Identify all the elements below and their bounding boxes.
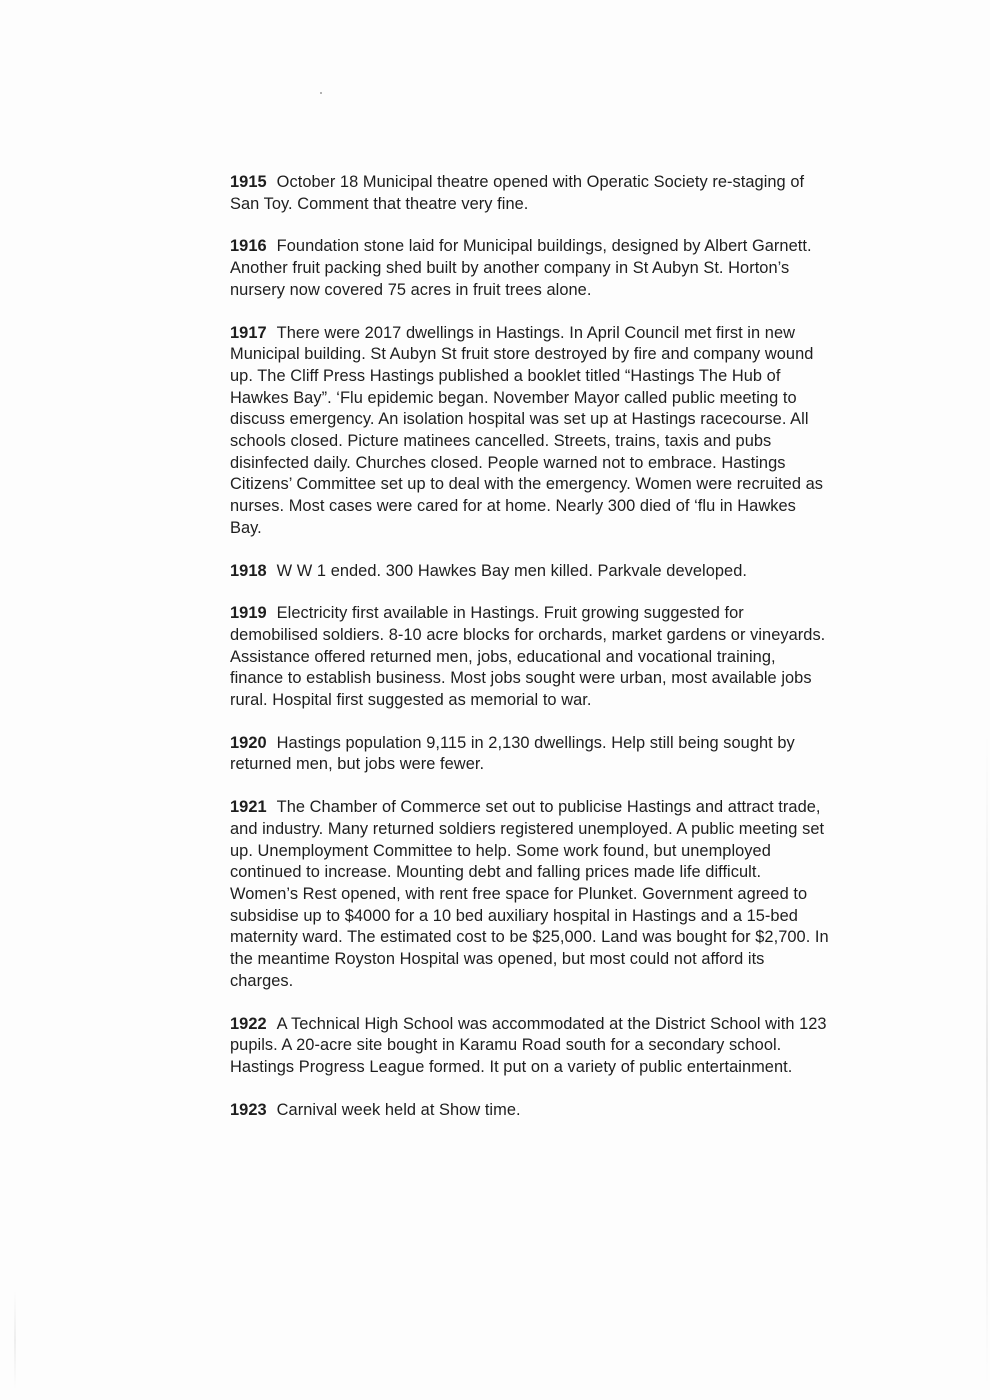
entry-year: 1920	[230, 733, 267, 752]
timeline-entry-1923	[230, 1100, 830, 1122]
entry-text: The Chamber of Commerce set out to publicise Hastings and attract trade, and industry. Many returned soldiers registered unemployed. A public meeting set up. Unemployment Committee to help. Some work found, but unemployed continued to increase. Mounting debt and falling prices made life difficult. Women’s Rest opened, with rent free space for Plunket. Government agreed to subsidise up to $4000 for a 10 bed auxiliary hospital in Hastings and a 15-bed maternity ward. The estimated cost to be $25,000. Land was bought for $2,700. In the meantime Royston Hospital was opened, but most could not afford its charges.	[230, 798, 829, 990]
timeline-entry-1922	[230, 1014, 830, 1079]
entry-text: Carnival week held at Show time.	[276, 1100, 521, 1119]
timeline-entry-1916	[230, 236, 830, 301]
entry-year: 1921	[230, 798, 267, 817]
entry-text: W W 1 ended. 300 Hawkes Bay men killed. Parkvale developed.	[276, 561, 747, 580]
entry-text: A Technical High School was accommodated at the District School with 123 pupils. A 20-acre site bought in Karamu Road south for a secondary school. Hastings Progress League formed. It put on a variety of public entertainment.	[230, 1014, 827, 1076]
entry-year: 1923	[230, 1100, 267, 1119]
entry-text: There were 2017 dwellings in Hastings. In April Council met first in new Municipal building. St Aubyn St fruit store destroyed by fire and company wound up. The Cliff Press Hastings published a booklet titled “Hastings The Hub of Hawkes Bay”. ‘Flu epidemic began. November Mayor called public meeting to discuss emergency. An isolation hospital was set up at Hastings racecourse. All schools closed. Picture matinees cancelled. Streets, trains, taxis and pubs disinfected daily. Churches closed. People warned not to embrace. Hastings Citizens’ Committee set up to deal with the emergency. Women were recruited as nurses. Most cases were cared for at home. Nearly 300 died of ‘flu in Hawkes Bay.	[230, 323, 824, 537]
timeline-entry-1920	[230, 733, 830, 776]
entry-year: 1916	[230, 237, 267, 256]
timeline-entry-1921	[230, 797, 830, 992]
entry-text: Foundation stone laid for Municipal buildings, designed by Albert Garnett. Another fruit packing shed built by another company in St Aubyn St. Horton’s nursery now covered 75 acres in fruit trees alone.	[230, 237, 812, 299]
timeline-text	[230, 172, 830, 1142]
entry-year: 1917	[230, 323, 267, 342]
timeline-entry-1915	[230, 172, 830, 215]
entry-year: 1919	[230, 604, 267, 623]
entry-text: Electricity first available in Hastings. Fruit growing suggested for demobilised soldiers. 8-10 acre blocks for orchards, market gardens or vineyards. Assistance offered returned men, jobs, educational and vocational training, finance to establish business. Most jobs sought were urban, most available jobs rural. Hospital first suggested as memorial to war.	[230, 604, 826, 710]
timeline-entry-1919	[230, 603, 830, 712]
timeline-entry-1918	[230, 561, 830, 583]
entry-year: 1918	[230, 561, 267, 580]
entry-text: Hastings population 9,115 in 2,130 dwellings. Help still being sought by returned men, but jobs were fewer.	[230, 733, 795, 774]
scan-edge-shadow	[986, 730, 988, 1390]
entry-text: October 18 Municipal theatre opened with Operatic Society re-staging of San Toy. Comment that theatre very fine.	[230, 173, 805, 213]
timeline-entry-1917	[230, 323, 830, 540]
entry-year: 1922	[230, 1014, 267, 1033]
scan-edge-shadow-left	[14, 1290, 16, 1390]
scan-speck	[320, 92, 322, 94]
entry-year: 1915	[230, 173, 267, 191]
